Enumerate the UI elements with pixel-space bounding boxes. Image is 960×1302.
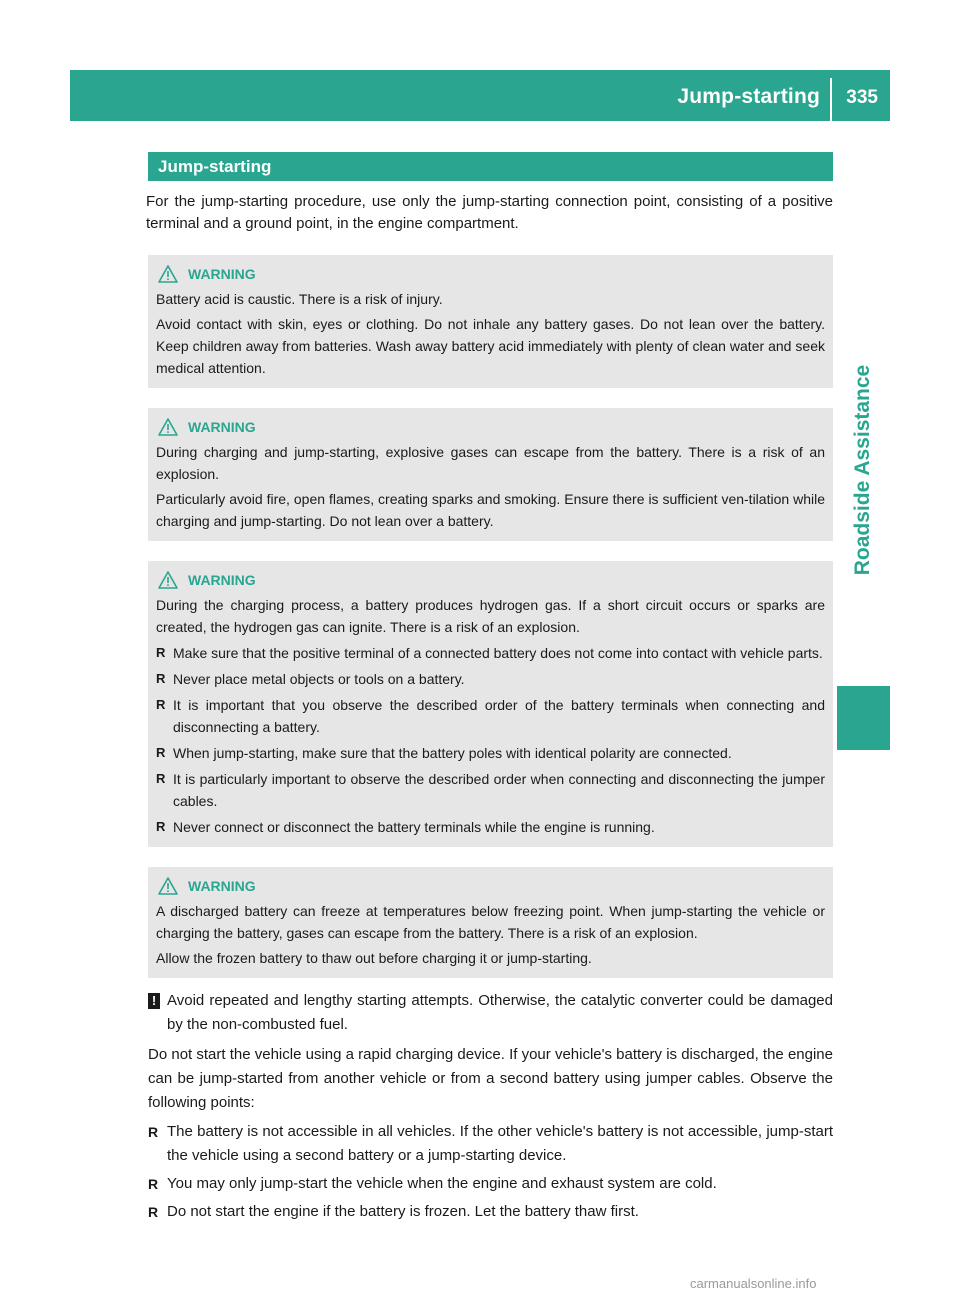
header-divider (830, 78, 832, 121)
warning-triangle-icon (158, 877, 178, 895)
warning-text: A discharged battery can freeze at temperatures below freezing point. When jump-starting the vehicle or charging the battery, gases can escape from the battery. There is a risk of an explosion. (156, 903, 825, 941)
warning-header (158, 569, 825, 591)
header-title: Jump-starting (677, 85, 820, 108)
warning-text: Battery acid is caustic. There is a risk of injury. (156, 291, 443, 307)
warning-label: WARNING (188, 878, 256, 894)
section-title: Jump-starting (148, 152, 833, 181)
warning-triangle-icon (158, 418, 178, 436)
warning-triangle-icon (158, 265, 178, 283)
warning-box-1 (148, 255, 833, 388)
list-item: R Never connect or disconnect the battery terminals while the engine is running. (156, 816, 825, 838)
page-header (70, 70, 890, 121)
body-bullet-list (148, 1120, 833, 1224)
list-item: R It is particularly important to observe the described order when connecting and disconnecting the jumper cables. (156, 768, 825, 812)
note-text: Avoid repeated and lengthy starting attempts. Otherwise, the catalytic converter could be damaged by the non-combusted fuel. (167, 992, 833, 1033)
body-paragraph: Do not start the vehicle using a rapid charging device. If your vehicle's battery is discharged, the engine can be jump-started from another vehicle or from a second battery using jumper cables. Observe the following points: (148, 1046, 833, 1111)
warning-triangle-icon (158, 571, 178, 589)
intro-paragraph: For the jump-starting procedure, use only the jump-starting connection point, consisting of a positive terminal and a ground point, in the engine compartment. (146, 193, 833, 232)
warning-text: Avoid contact with skin, eyes or clothing. Do not inhale any battery gases. Do not lean over the battery. Keep children away from batteries. Wash away battery acid immediately with plenty of clean water and seek medical attention. (156, 316, 825, 376)
page-content (148, 152, 833, 1224)
list-item: R Never place metal objects or tools on a battery. (156, 668, 825, 690)
list-item: R Make sure that the positive terminal of a connected battery does not come into contact with vehicle parts. (156, 642, 825, 664)
warning-header (158, 875, 825, 897)
exclamation-icon: ! (148, 993, 160, 1009)
warning-label: WARNING (188, 419, 256, 435)
warning-text: During charging and jump-starting, explosive gases can escape from the battery. There is a risk of an explosion. (156, 444, 825, 482)
warning-box-3 (148, 561, 833, 847)
list-item: R The battery is not accessible in all vehicles. If the other vehicle's battery is not accessible, jump-start the vehicle using a second battery or a jump-starting device. (148, 1120, 833, 1168)
list-item: R You may only jump-start the vehicle when the engine and exhaust system are cold. (148, 1172, 833, 1196)
warning-text: Particularly avoid fire, open flames, creating sparks and smoking. Ensure there is sufficient ven-tilation while charging and jump-starting. Do not lean over a battery. (156, 491, 825, 529)
note-block (148, 989, 833, 1037)
warning-header (158, 263, 825, 285)
warning-bullet-list (156, 642, 825, 838)
footer-watermark: carmanualsonline.info (690, 1276, 817, 1291)
chapter-tab-label: Roadside Assistance (851, 364, 874, 576)
page-number: 335 (846, 87, 878, 108)
list-item: R Do not start the engine if the battery is frozen. Let the battery thaw first. (148, 1200, 833, 1224)
warning-text: During the charging process, a battery produces hydrogen gas. If a short circuit occurs or sparks are created, the hydrogen gas can ignite. There is a risk of an explosion. (156, 597, 825, 635)
warning-box-4 (148, 867, 833, 978)
list-item: R It is important that you observe the described order of the battery terminals when connecting and disconnecting a battery. (156, 694, 825, 738)
warning-box-2 (148, 408, 833, 541)
warning-label: WARNING (188, 572, 256, 588)
list-item: R When jump-starting, make sure that the battery poles with identical polarity are connected. (156, 742, 825, 764)
warning-text: Allow the frozen battery to thaw out before charging it or jump-starting. (156, 950, 592, 966)
warning-label: WARNING (188, 266, 256, 282)
warning-header (158, 416, 825, 438)
chapter-marker (837, 686, 890, 750)
